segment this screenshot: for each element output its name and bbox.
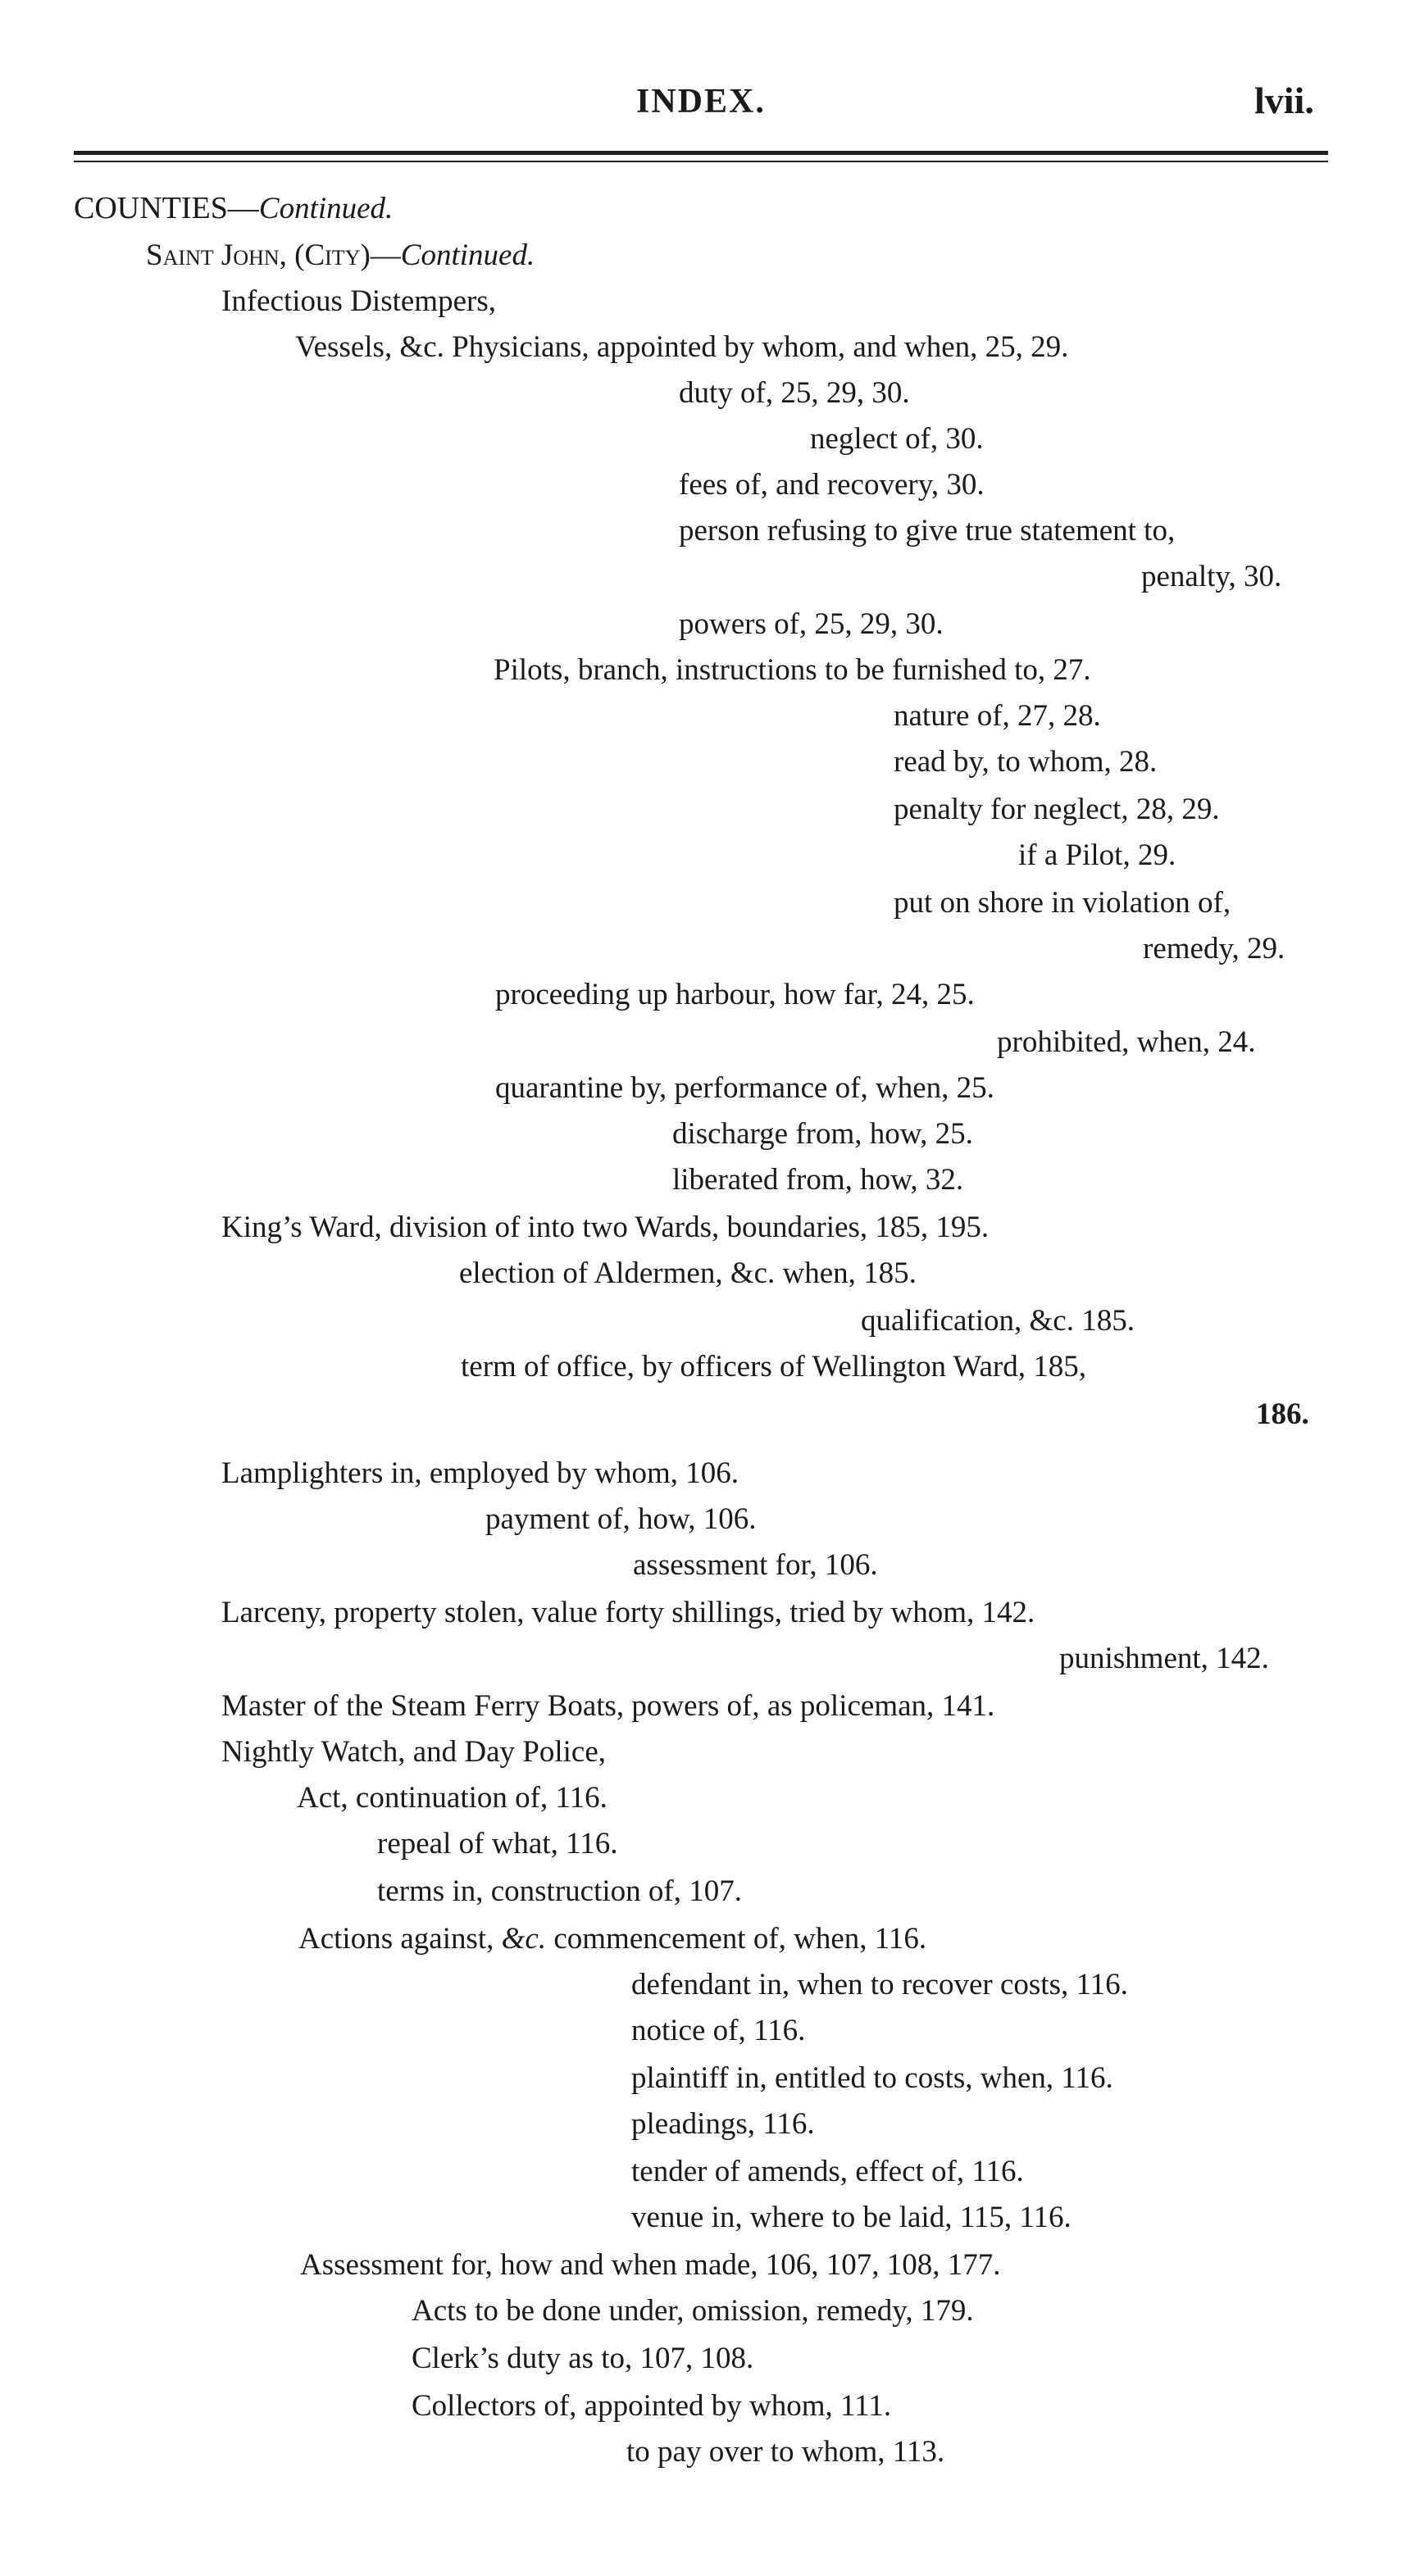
index-entry-text: terms in, construction of, 107.	[377, 1874, 742, 1908]
index-entry-line	[631, 2060, 1113, 2097]
index-entry-line	[221, 1734, 606, 1770]
index-entry-line	[295, 329, 1068, 366]
index-entry-line	[894, 744, 1157, 780]
index-entry-text: Master of the Steam Ferry Boats, powers of, as policeman, 141.	[221, 1689, 995, 1723]
index-entry-text: commencement of, when, 116.	[546, 1922, 927, 1956]
index-entry-text: term of office, by officers of Wellington Ward, 185,	[461, 1350, 1086, 1383]
index-entry-text: election of Aldermen, &c. when, 185.	[459, 1256, 917, 1290]
index-entry-text: put on shore in violation of,	[894, 886, 1231, 920]
index-entry-line	[412, 2341, 753, 2377]
index-entry-text: Assessment for, how and when made, 106, 107, 108, 177.	[300, 2248, 1001, 2282]
index-entry-text: Vessels, &c. Physicians, appointed by whom, and when, 25, 29.	[295, 330, 1069, 364]
index-entry-text: Larceny, property stolen, value forty shillings, tried by whom, 142.	[221, 1596, 1035, 1629]
header-rule-thick	[74, 151, 1328, 155]
index-entry-line	[679, 375, 910, 411]
index-entry-line	[412, 2293, 974, 2329]
index-entry-text: discharge from, how, 25.	[672, 1117, 973, 1151]
index-entry-text: quarantine by, performance of, when, 25.	[495, 1071, 994, 1105]
index-entry-text: penalty, 30.	[1141, 560, 1282, 593]
index-entry-text: Clerk’s duty as to, 107, 108.	[412, 2342, 754, 2375]
index-entry-text: &c.	[501, 1922, 547, 1956]
index-entry-line	[494, 652, 1091, 688]
index-entry-text: nature of, 27, 28.	[894, 699, 1101, 733]
index-entry-line	[1018, 838, 1176, 874]
index-entry-line	[1256, 1397, 1309, 1433]
index-entry-text: plaintiff in, entitled to costs, when, 116.	[631, 2061, 1113, 2095]
index-entry-text: duty of, 25, 29, 30.	[679, 376, 910, 410]
index-entry-text: King’s Ward, division of into two Wards, boundaries, 185, 195.	[221, 1211, 990, 1244]
index-entry-line	[679, 607, 944, 643]
index-entry-line	[626, 2434, 944, 2470]
index-entry-text: payment of, how, 106.	[485, 1502, 757, 1536]
index-entry-line	[297, 1780, 607, 1816]
index-entry-line	[221, 1456, 739, 1492]
index-entry-line	[485, 1502, 757, 1538]
index-entry-line	[861, 1303, 1135, 1339]
index-entry-line	[672, 1162, 963, 1198]
index-entry-text: fees of, and recovery, 30.	[679, 468, 985, 502]
index-entry-text: pleadings, 116.	[631, 2107, 815, 2141]
index-entry-text: Collectors of, appointed by whom, 111.	[412, 2389, 892, 2423]
index-entry-text: prohibited, when, 24.	[997, 1025, 1256, 1059]
index-entry-line	[221, 1688, 994, 1724]
index-entry-text: proceeding up harbour, how far, 24, 25.	[495, 978, 975, 1011]
index-entry-line	[1141, 559, 1281, 595]
index-entry-text: 186.	[1256, 1397, 1309, 1431]
index-entry-text: Lamplighters in, employed by whom, 106.	[221, 1456, 739, 1490]
index-entry-text: tender of amends, effect of, 116.	[631, 2155, 1024, 2188]
index-entry-line	[679, 513, 1175, 549]
index-entry-text: Continued.	[258, 192, 394, 225]
index-entry-line	[631, 2013, 805, 2049]
index-entry-text: repeal of what, 116.	[377, 1827, 618, 1860]
index-entry-line	[459, 1256, 917, 1292]
index-entry-text: read by, to whom, 28.	[894, 745, 1158, 779]
index-entry-text: Actions against,	[298, 1922, 502, 1956]
index-entry-line	[221, 284, 496, 320]
index-entry-text: Pilots, branch, instructions to be furnished to, 27.	[494, 653, 1091, 687]
index-entry-text: COUNTIES—	[74, 191, 259, 225]
index-entry-text: person refusing to give true statement to,	[679, 514, 1176, 547]
index-entry-line	[221, 1595, 1035, 1631]
index-entry-text: notice of, 116.	[631, 2014, 806, 2047]
index-entry-text: Continued.	[400, 239, 535, 272]
index-entry-line	[631, 2106, 815, 2142]
index-entry-line	[894, 698, 1101, 734]
index-entry-line	[495, 1070, 994, 1106]
index-entry-line	[997, 1024, 1255, 1061]
index-entry-text: Nightly Watch, and Day Police,	[221, 1735, 607, 1769]
index-entry-line	[631, 2154, 1024, 2190]
index-entry-line	[633, 1547, 878, 1583]
index-entry-line	[1059, 1641, 1269, 1677]
index-entry-text: remedy, 29.	[1143, 932, 1285, 965]
index-entry-line	[377, 1826, 618, 1862]
index-entry-text: to pay over to whom, 113.	[626, 2435, 945, 2469]
index-entry-text: punishment, 142.	[1059, 1642, 1269, 1675]
index-entry-text: neglect of, 30.	[810, 422, 984, 456]
index-entry-line	[495, 977, 975, 1013]
index-entry-line	[461, 1349, 1086, 1385]
index-entry-line	[74, 190, 393, 227]
index-entry-text: Acts to be done under, omission, remedy, 179.	[412, 2294, 974, 2328]
index-entry-text: Act, continuation of, 116.	[297, 1781, 607, 1815]
index-entry-text: qualification, &c. 185.	[861, 1304, 1135, 1338]
index-entry-line	[631, 2200, 1072, 2236]
index-entry-line	[1143, 931, 1285, 967]
index-entry-text: Infectious Distempers,	[221, 284, 496, 318]
header-rule-thin	[74, 161, 1328, 162]
page-number: lvii.	[1254, 80, 1314, 121]
index-entry-line	[298, 1921, 926, 1957]
running-title: INDEX.	[636, 83, 766, 120]
index-entry-line	[377, 1874, 742, 1910]
index-entry-text: defendant in, when to recover costs, 116.	[631, 1968, 1128, 2001]
index-entry-text: powers of, 25, 29, 30.	[679, 607, 944, 641]
index-entry-line	[894, 792, 1220, 828]
index-entry-line	[631, 1967, 1128, 2003]
index-entry-text: if a Pilot, 29.	[1018, 838, 1176, 872]
index-entry-line	[679, 467, 985, 503]
index-entry-line	[300, 2247, 1001, 2283]
index-entry-line	[810, 421, 984, 457]
index-entry-line	[146, 238, 535, 274]
index-entry-text: penalty for neglect, 28, 29.	[894, 793, 1220, 826]
index-entry-text: assessment for, 106.	[633, 1548, 878, 1582]
index-entry-text: venue in, where to be laid, 115, 116.	[631, 2201, 1072, 2234]
index-entry-text: Saint John, (City)—	[146, 239, 401, 272]
index-entry-line	[412, 2388, 891, 2424]
index-entry-line	[672, 1116, 973, 1152]
index-entry-text: liberated from, how, 32.	[672, 1163, 964, 1197]
index-entry-line	[221, 1210, 989, 1246]
index-entry-line	[894, 885, 1231, 921]
